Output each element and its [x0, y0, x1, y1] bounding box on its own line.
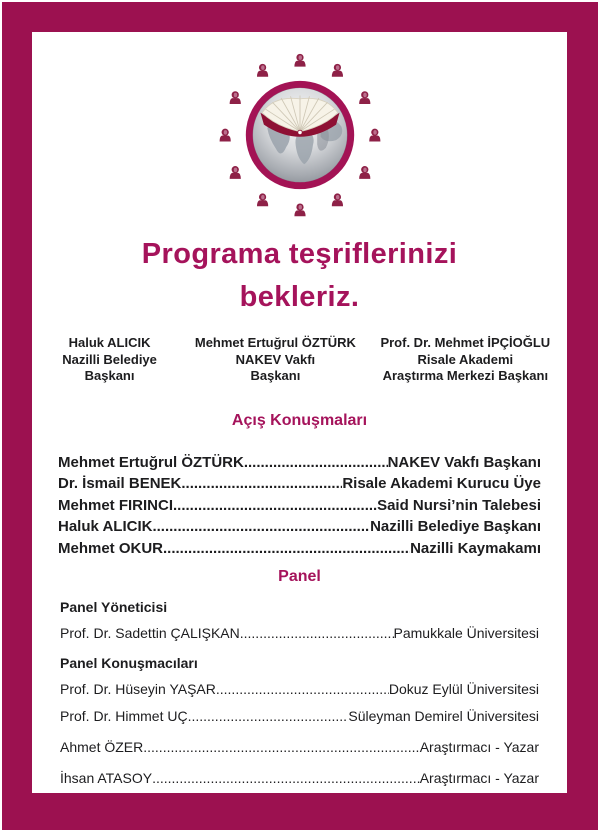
moderator-name: Prof. Dr. Sadettin ÇALIŞKAN	[60, 625, 240, 641]
panelist-affiliation: Araştırmacı - Yazar	[419, 770, 539, 786]
speaker-name: Haluk ALICIK	[58, 518, 153, 535]
official-3-role: Araştırma Merkezi Başkanı	[382, 368, 549, 383]
dotted-leader	[244, 452, 388, 474]
panelist-name: Prof. Dr. Hüseyin YAŞAR	[60, 681, 216, 697]
panel-speaker-row	[60, 707, 539, 725]
speaker-name: Dr. İsmail BENEK	[58, 475, 182, 492]
officials-row	[32, 335, 567, 385]
speech-row	[58, 538, 541, 560]
official-2-org: NAKEV Vakfı	[235, 351, 316, 367]
panel-speaker-row	[60, 769, 539, 787]
panelist-name: Prof. Dr. Himmet UÇ	[60, 708, 188, 724]
dotted-leader	[240, 624, 394, 642]
panelist-name: İhsan ATASOY	[60, 770, 153, 786]
speaker-name: Mehmet FIRINCI	[58, 496, 174, 514]
official-3-org: Risale Akademi	[417, 351, 514, 367]
speech-row	[58, 516, 541, 538]
dotted-leader	[173, 495, 377, 517]
dotted-leader	[152, 516, 370, 538]
official-1-role: Başkanı	[84, 368, 135, 383]
dotted-leader	[181, 473, 342, 495]
panelist-name: Ahmet ÖZER	[60, 739, 144, 755]
official-2-role: Başkanı	[250, 368, 301, 383]
dotted-leader	[216, 680, 389, 698]
invitation-title-line2: bekleriz.	[239, 281, 360, 313]
speaker-name: Mehmet Ertuğrul ÖZTÜRK	[58, 453, 244, 471]
speech-row	[58, 452, 541, 474]
panel-speaker-row	[60, 738, 539, 756]
panelist-affiliation: Süleyman Demirel Üniversitesi	[348, 708, 539, 724]
speaker-role: NAKEV Vakfı Başkanı	[387, 453, 541, 471]
speaker-role: Nazilli Kaymakamı	[410, 539, 541, 557]
official-1-org: Nazilli Belediye	[62, 351, 157, 367]
logo-area	[32, 49, 567, 223]
panel-section	[32, 599, 567, 787]
opening-speeches-list	[32, 452, 567, 560]
official-3	[364, 335, 567, 385]
dotted-leader	[163, 538, 410, 560]
speech-row	[58, 473, 541, 495]
dotted-leader	[152, 769, 420, 787]
panelist-affiliation: Dokuz Eylül Üniversitesi	[388, 681, 539, 697]
panelist-affiliation: Araştırmacı - Yazar	[419, 739, 539, 755]
panel-speaker-row	[60, 680, 539, 698]
official-1-name: Haluk ALICIK	[68, 335, 151, 350]
poster-content	[32, 33, 567, 793]
invitation-title	[32, 233, 567, 319]
moderator-affiliation: Pamukkale Üniversitesi	[393, 625, 539, 641]
opening-speeches-heading: Açış Konuşmaları	[231, 411, 368, 429]
panel-heading: Panel	[278, 568, 321, 585]
official-2-name: Mehmet Ertuğrul ÖZTÜRK	[194, 335, 356, 350]
official-2	[187, 335, 364, 385]
panel-speakers-label: Panel Konuşmacıları	[60, 655, 198, 671]
speaker-role: Said Nursi’nin Talebesi	[377, 496, 541, 514]
official-3-name: Prof. Dr. Mehmet İPÇİOĞLU	[380, 335, 551, 350]
speaker-name: Mehmet OKUR	[58, 539, 164, 557]
dotted-leader	[188, 707, 349, 725]
invitation-title-line1: Programa teşriflerinizi	[141, 238, 458, 270]
dotted-leader	[143, 738, 419, 756]
speaker-role: Risale Akademi Kurucu Üye	[342, 475, 541, 492]
panel-moderator-row	[60, 624, 539, 642]
speech-row	[58, 495, 541, 517]
clock-globe-book-logo	[214, 49, 386, 221]
panel-moderator-label: Panel Yöneticisi	[60, 599, 168, 615]
official-1	[32, 335, 187, 385]
speaker-role: Nazilli Belediye Başkanı	[370, 518, 541, 535]
